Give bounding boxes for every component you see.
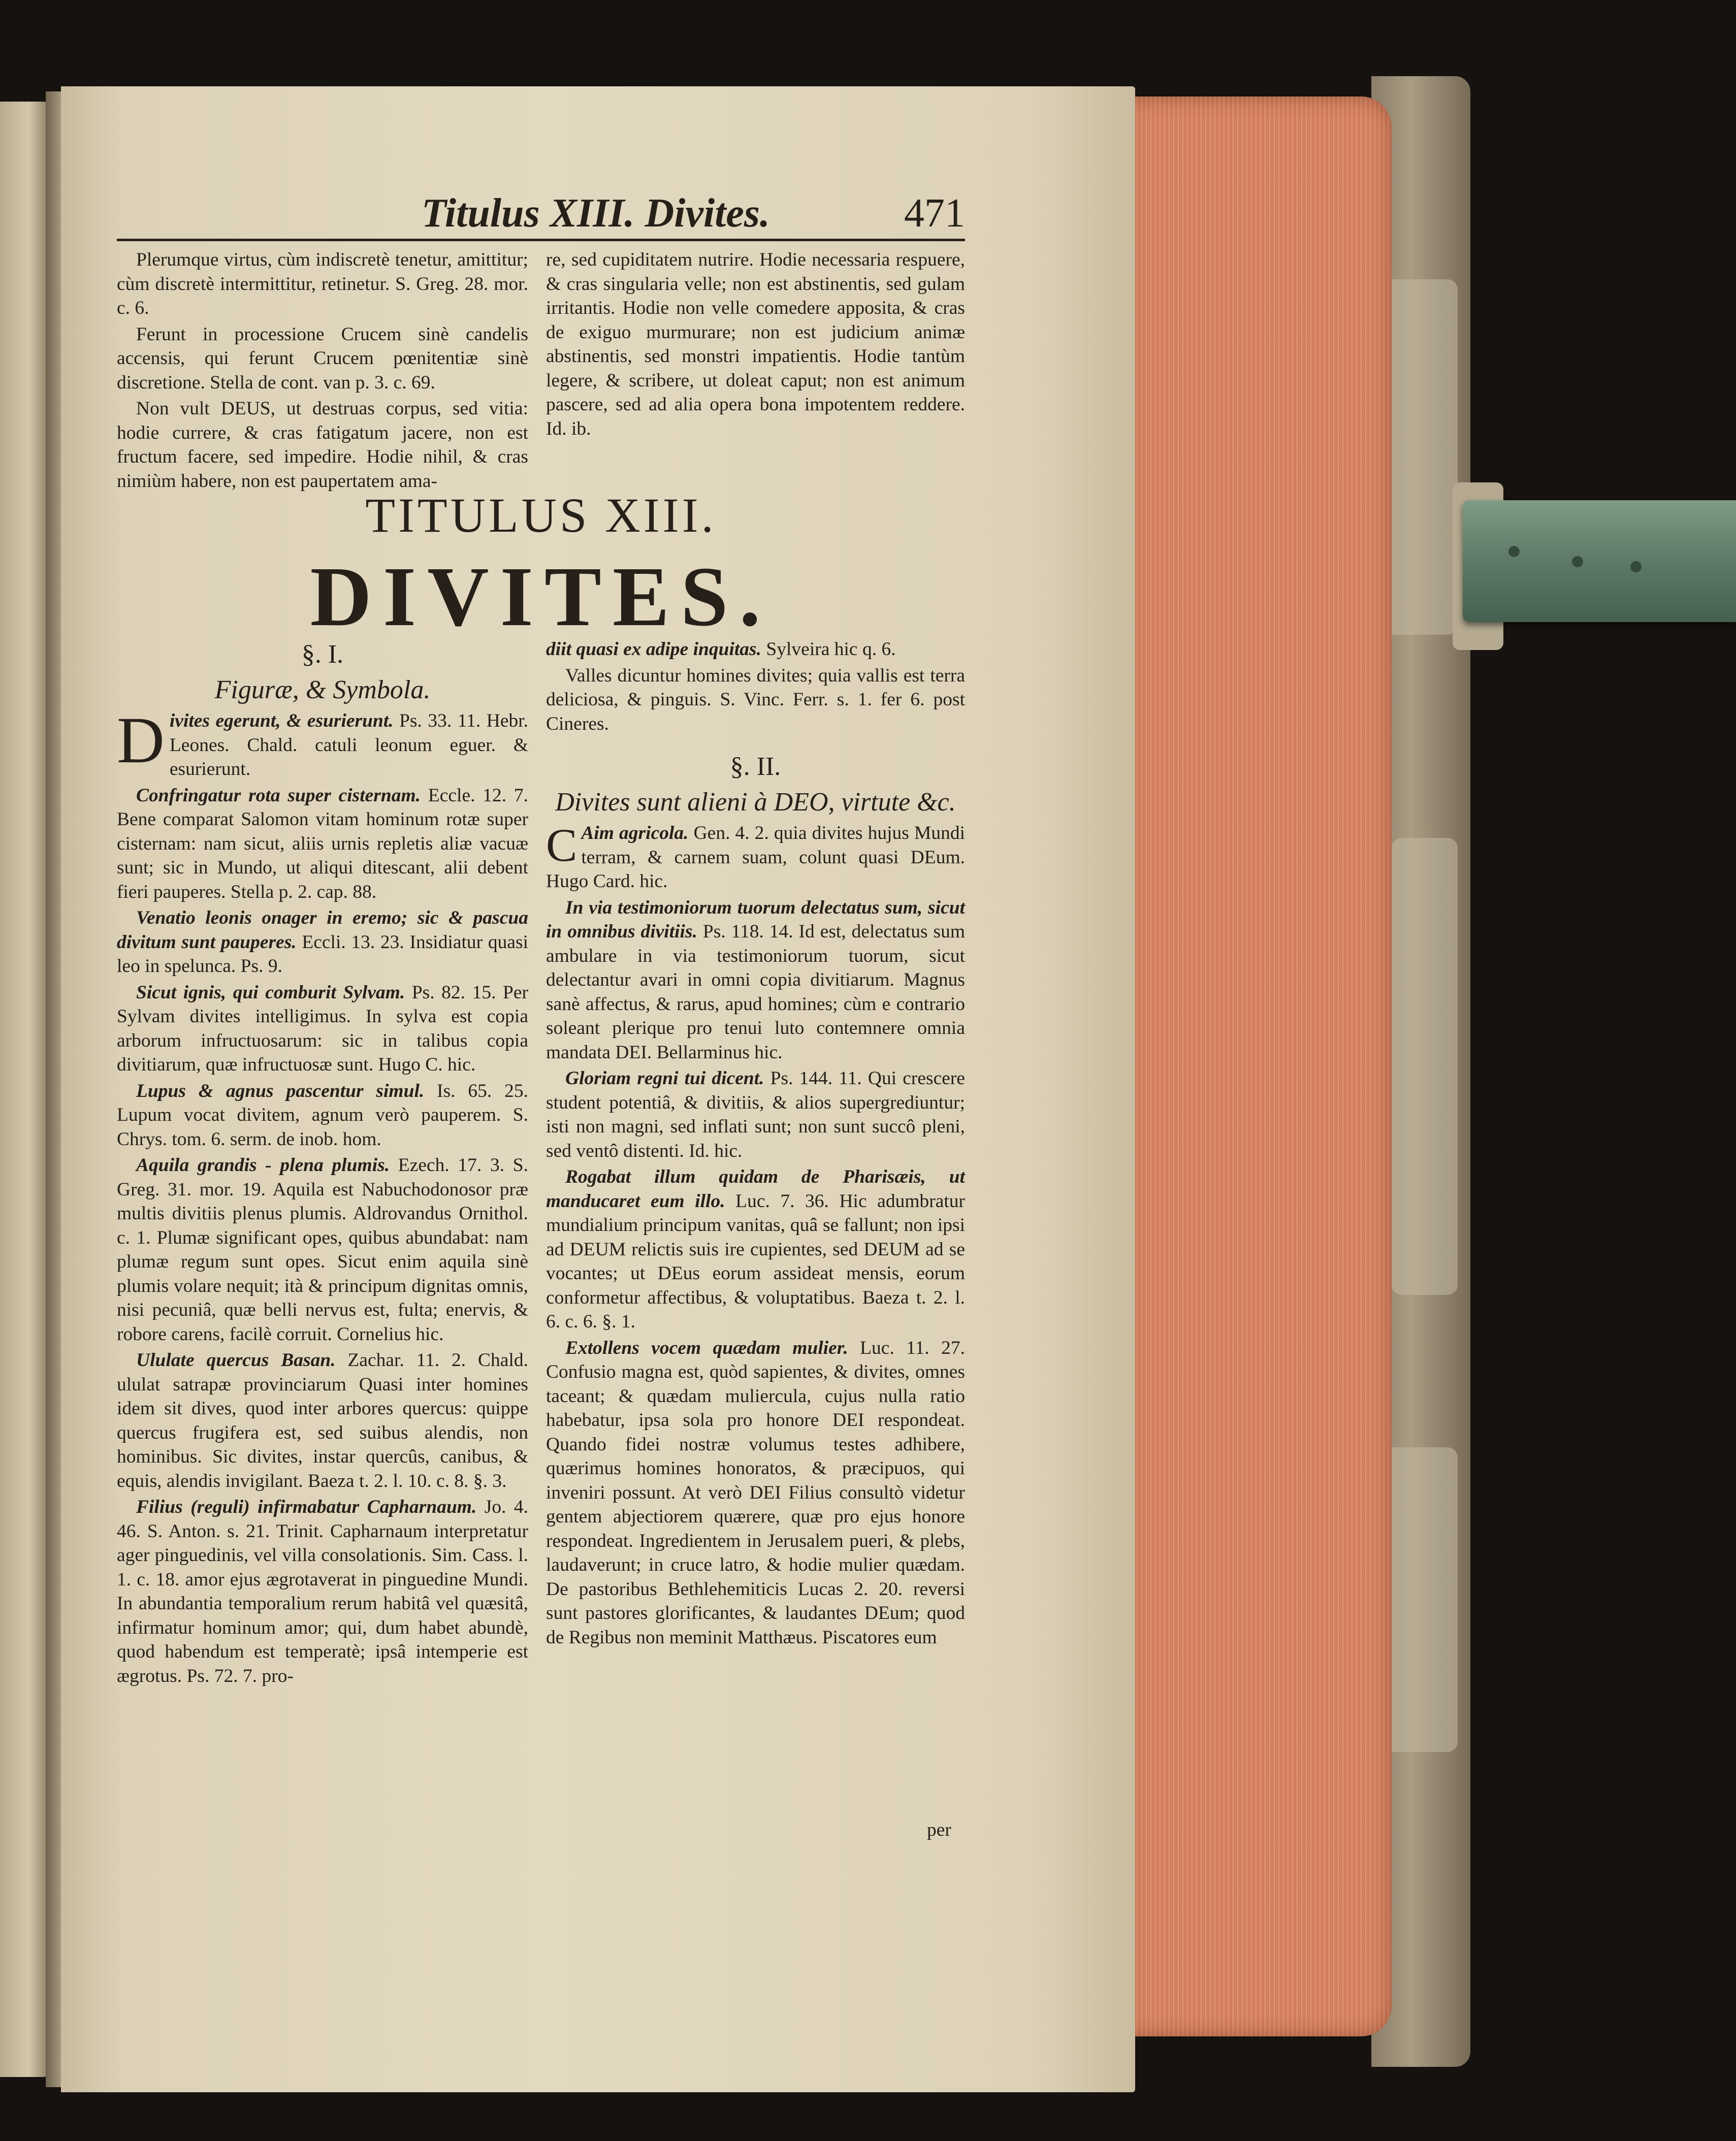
citation-phrase: Venatio leonis onager in eremo; sic & pascua divitum sunt pauperes.	[117, 907, 528, 953]
paragraph	[546, 896, 965, 1065]
paragraph	[117, 1079, 528, 1152]
paragraph	[117, 906, 528, 979]
page-number: 471	[904, 191, 965, 236]
drop-cap: D	[117, 704, 165, 777]
paragraph	[117, 784, 528, 904]
paragraph	[117, 1153, 528, 1346]
paragraph-text: Ps. 144. 11. Qui crescere student potentiâ, & divitiis, & alios supergrediuntur; isti non magni, sed inflati sunt; non sunt succô pleni, sed ventô distenti. Id. hic.	[546, 1068, 965, 1161]
paragraph: Plerumque virtus, cùm indiscretè tenetur, amittitur; cùm discretè intermittitur, retinetur. S. Greg. 28. mor. c. 6.	[117, 249, 528, 318]
paragraph-text: Ezech. 17. 3. S. Greg. 31. mor. 19. Aquila est Nabuchodonosor præ multis divitiis plenus plumis. Aldrovandus Ornithol. c. 1. Plumæ significant opes, quibus abundabat: nam plumæ regum sunt opes. Sicut enim aquila sinè plumis volare nequit; ità & principum dignitas omnis, nisi pecuniâ, quæ belli nervus est, fulta; enervis, & robore carens, facilè corruit. Cornelius hic.	[117, 1155, 529, 1345]
paragraph	[546, 637, 965, 662]
catchword: per	[927, 1820, 951, 1840]
drop-cap: C	[546, 819, 577, 871]
citation-phrase: In via testimoniorum tuorum delectatus sum, sicut in omnibus divitiis.	[546, 897, 965, 942]
paragraph: Non vult DEUS, ut destruas corpus, sed vitia: hodie currere, & cras fatigatum jacere, non est fructum facere, sed impedire. Hodie nihil, & cras nimiùm habere, non est paupertatem ama-	[117, 398, 528, 492]
paragraph	[546, 1066, 965, 1163]
section-heading: Figuræ, & Symbola.	[214, 675, 431, 704]
paragraph-text: Jo. 4. 46. S. Anton. s. 21. Trinit. Capharnaum interpretatur ager pinguedinis, vel villa consolationis. Sim. Cass. l. 1. c. 18. amor ejus ægrotaverat in pinguedine Mundi. In abundantia temporalium rerum habitâ vel quæsitâ, infirmatur hominum amor; qui, dum habet abundè, quod habendum est temperatè; ipsâ intemperie est ægrotus. Ps. 72. 7. pro-	[117, 1497, 529, 1686]
paragraph-text: Eccle. 12. 7. Bene comparat Salomon vitam hominum rotæ super cisternam: nam sicut, aliis urnis repletis aliæ vacuæ sunt; sic in Mundo, ut aliqui ditescant, alii debent fieri pauperes. Stella p. 2. cap. 88.	[117, 785, 528, 902]
running-head	[117, 188, 965, 241]
section-number: §. I.	[301, 640, 344, 669]
paragraph-text: Luc. 7. 36. Hic adumbratur mundialium principum vanitas, quâ se fallunt; non ipsi ad DEUM relictis suis ire cupientes, sed DEUM ad se vocantes; ut DEus eorum assideat mensis, eorum conformetur affectibus, & voluptatibus. Baeza t. 2. l. 6. c. 6. §. 1.	[546, 1190, 966, 1332]
left-page-edge	[0, 102, 48, 2077]
paragraph	[546, 1165, 965, 1334]
paragraph-text: Is. 65. 25. Lupum vocat divitem, agnum verò pauperem. S. Chrys. tom. 6. serm. de inob. hom.	[117, 1080, 528, 1150]
citation-phrase: Rogabat illum quidam de Pharisæis, ut manducaret eum illo.	[546, 1166, 965, 1212]
citation-phrase: Filius (reguli) infirmabatur Capharnaum.	[136, 1497, 477, 1517]
paragraph	[117, 1495, 528, 1688]
paragraph: Ferunt in processione Crucem sinè candelis accensis, qui ferunt Crucem pœnitentiæ sinè discretione. Stella de cont. van p. 3. c. 69.	[117, 323, 528, 393]
titulus-heading: TITULUS XIII.	[365, 488, 717, 542]
paragraph	[546, 821, 965, 894]
paragraph-text: Ps. 33. 11. Hebr. Leones. Chald. catuli leonum eguer. & esurierunt.	[169, 710, 529, 780]
paragraph-text: Zachar. 11. 2. Chald. ululat satrapæ provinciarum Quasi inter homines idem sit dives, quod inter arbores quercus: quippe quercus frugifera est, sed suibus alendis, non hominibus. Sic divites, instar quercûs, canibus, & equis, alendis invigilant. Baeza t. 2. l. 10. c. 8. §. 3.	[117, 1350, 528, 1491]
citation-phrase: ivites egerunt, & esurierunt.	[169, 710, 394, 731]
citation-phrase: Confringatur rota super cisternam.	[136, 785, 421, 806]
top-left-column	[117, 248, 528, 495]
citation-phrase: Lupus & agnus pascentur simul.	[136, 1080, 425, 1101]
paragraph	[117, 704, 529, 782]
paragraph-text: Gen. 4. 2. quia divites hujus Mundi terram, & carnem suam, colunt quasi DEum. Hugo Card. hic.	[546, 823, 965, 892]
divites-heading: DIVITES.	[310, 549, 772, 644]
paragraph-text: Sylveira hic q. 6.	[766, 639, 896, 660]
citation-phrase: Ululate quercus Basan.	[136, 1350, 336, 1371]
paragraph	[117, 1348, 528, 1493]
citation-phrase: Gloriam regni tui dicent.	[565, 1068, 764, 1089]
citation-phrase: Extollens vocem quædam mulier.	[565, 1337, 848, 1358]
left-column	[117, 635, 528, 1690]
paragraph	[117, 981, 528, 1077]
section-heading: Divites sunt alieni à DEO, virtute &c.	[555, 788, 956, 817]
paragraph	[546, 1336, 965, 1650]
paragraph-text: Ps. 118. 14. Id est, delectatus sum ambulare in via testimoniorum tuorum, sicut delectantur avari in omni copia divitiarum. Magnus sanè affectus, & rarus, apud homines; cùm e contrario soleant plerique pro tenui luto contemnere omnia mandata DEI. Bellarminus hic.	[546, 921, 965, 1063]
citation-phrase: Aim agricola.	[581, 823, 689, 844]
citation-phrase: Aquila grandis - plena plumis.	[136, 1155, 390, 1176]
section-number: §. II.	[730, 752, 781, 781]
paragraph: Valles dicuntur homines divites; quia vallis est terra deliciosa, & pinguis. S. Vinc. Ferr. s. 1. fer 6. post Cineres.	[546, 665, 965, 734]
paragraph-text: Ps. 82. 15. Per Sylvam divites intelligimus. In sylva est copia arborum infructuosarum: sic in talibus copia divitiarum, quæ infructuosæ sunt. Hugo C. hic.	[117, 982, 529, 1075]
paragraph-text: Luc. 11. 27. Confusio magna est, quòd sapientes, & divites, omnes taceant; & quædam muliercula, cujus nulla ratio habebatur, ipsa sola pro honore DEI respondeat. Quando fidei nostræ volumus testes adhibere, quærimus homines honoratos, & præcipuos, qui inveniri possunt. At verò DEI Filius consultò videtur gentem abjectiorem quærere, quæ pro ejus honore respondeat. Ingredientem in Jerusalem pueri, & plebs, laudaverunt; in cruce latro, & hodie mulier quædam. De pastoribus Bethlehemiticis Lucas 2. 20. reversi sunt pastores glorificantes, & laudantes DEum; quod de Regibus non meminit Matthæus. Piscatores eum	[546, 1337, 965, 1648]
chapter-title	[117, 488, 965, 645]
running-title: Titulus XIII. Divites.	[422, 191, 770, 236]
citation-phrase: diit quasi ex adipe inquitas.	[546, 639, 762, 660]
citation-phrase: Sicut ignis, qui comburit Sylvam.	[136, 982, 405, 1003]
right-column	[546, 637, 965, 1651]
metal-clasp[interactable]	[1463, 500, 1736, 622]
paragraph: re, sed cupiditatem nutrire. Hodie necessaria respuere, & cras singularia velle; non est abstinentis, sed gulam irritantis. Hodie non velle comedere apposita, & cras de exiguo murmurare; non est judicium animæ abstinentis, sed monstri impatientis. Hodie tantùm legere, & scribere, ut doleat caput; non est animum pascere, sed ad alia opera bona impotentem reddere. Id. ib.	[546, 249, 965, 439]
top-right-column	[546, 248, 965, 443]
page-block-edge	[1125, 96, 1392, 2036]
paragraph-text: Eccli. 13. 23. Insidiatur quasi leo in spelunca. Ps. 9.	[117, 931, 528, 977]
